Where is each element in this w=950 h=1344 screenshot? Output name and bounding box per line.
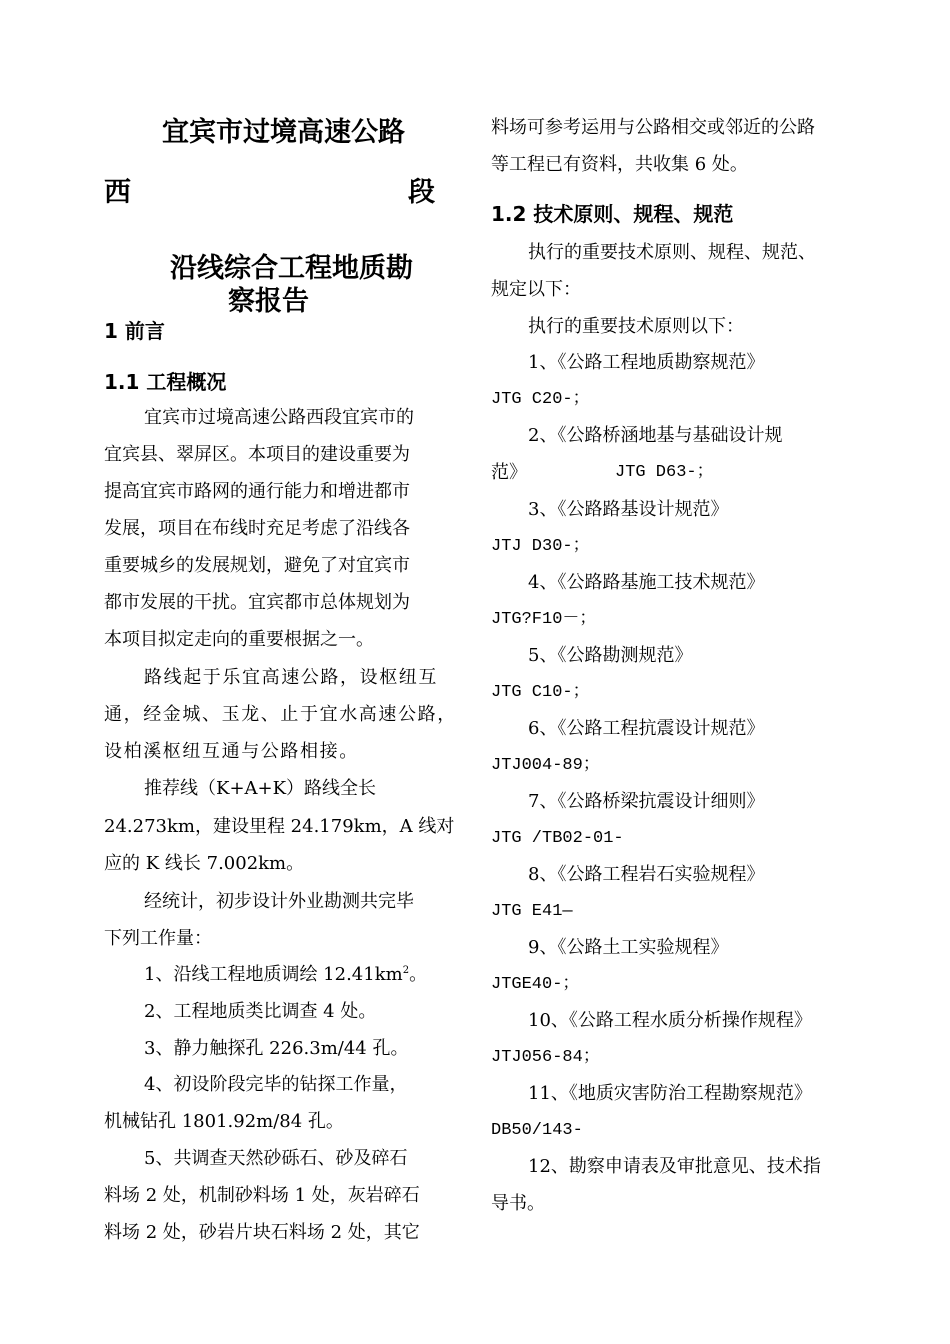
- standard-item-title: 4、《公路路基施工技术规范》: [528, 572, 765, 593]
- standard-item-code: DB50/143-: [491, 1121, 583, 1140]
- paragraph-line: 推荐线（K+A+K）路线全长: [144, 778, 377, 799]
- workload-item-1: [144, 963, 427, 987]
- workload-item-1-text: 1、沿线工程地质调绘 12.41km: [144, 964, 403, 985]
- standard-item-code: JTG C10-；: [491, 683, 590, 702]
- paragraph-line: 重要城乡的发展规划，避免了对宜宾市: [104, 555, 410, 576]
- workload-item-5-cont: 料场 2 处，砂岩片块石料场 2 处，其它: [104, 1222, 420, 1243]
- standard-item-title: 2、《公路桥涵地基与基础设计规: [528, 425, 783, 446]
- standard-item-code: JTGE40-；: [491, 975, 580, 994]
- paragraph-line: 发展，项目在布线时充足考虑了沿线各: [104, 518, 410, 539]
- doc-title-line1: 宜宾市过境高速公路: [162, 117, 405, 148]
- doc-title-line2-left: 西: [104, 177, 131, 208]
- doc-title-line4: 察报告: [228, 286, 309, 317]
- standard-item-code: JTJ D30-；: [491, 537, 590, 556]
- standard-item-title-cont: 导书。: [491, 1193, 545, 1214]
- workload-item-5: 5、共调查天然砂砾石、砂及碎石: [144, 1148, 408, 1169]
- workload-item-4: 4、初设阶段完毕的钻探工作量，: [144, 1074, 408, 1095]
- superscript: 2: [402, 965, 410, 976]
- standard-item-title: 6、《公路工程抗震设计规范》: [528, 718, 765, 739]
- heading-technical-standards: 1.2 技术原则、规程、规范: [491, 202, 734, 226]
- standard-item-code: JTG /TB02-01-: [491, 829, 624, 848]
- paragraph-line: 本项目拟定走向的重要根据之一。: [104, 629, 374, 650]
- paragraph-line: 下列工作量：: [104, 928, 212, 949]
- paragraph-line: 提高宜宾市路网的通行能力和增进都市: [104, 481, 410, 502]
- standard-item-code: JTG D63-；: [615, 463, 714, 482]
- doc-title-line3: 沿线综合工程地质勘: [170, 253, 413, 284]
- paragraph-line: 应的 K 线长 7.002km。: [104, 853, 305, 874]
- paragraph-line: 等工程已有资料，共收集 6 处。: [491, 154, 748, 175]
- workload-item-1-end: 。: [409, 964, 428, 985]
- standard-item-title-cont: 范》: [491, 462, 527, 483]
- standard-item-title: 9、《公路土工实验规程》: [528, 937, 729, 958]
- workload-item-4-cont: 机械钻孔 1801.92m/84 孔。: [104, 1111, 344, 1132]
- standard-item-code: JTJ004-89；: [491, 756, 600, 775]
- standard-item-code: JTG?F10－；: [491, 610, 597, 629]
- workload-item-3: 3、静力触探孔 226.3m/44 孔。: [144, 1038, 409, 1059]
- workload-item-2: 2、工程地质类比调查 4 处。: [144, 1001, 377, 1022]
- standard-item-code: JTJ056-84；: [491, 1048, 600, 1067]
- standard-item-title: 5、《公路勘测规范》: [528, 645, 693, 666]
- standard-item-title: 12、勘察申请表及审批意见、技术指: [528, 1156, 821, 1177]
- heading-project-overview: 1.1 工程概况: [104, 370, 227, 394]
- paragraph-line: 宜宾县、翠屏区。本项目的建设重要为: [104, 444, 410, 465]
- paragraph-line: 执行的重要技术原则以下：: [528, 316, 744, 337]
- standard-item-title: 3、《公路路基设计规范》: [528, 499, 729, 520]
- paragraph-line: 路线起于乐宜高速公路，设枢纽互: [144, 667, 438, 688]
- standard-item-title: 10、《公路工程水质分析操作规程》: [528, 1010, 812, 1031]
- standard-item-title: 7、《公路桥梁抗震设计细则》: [528, 791, 765, 812]
- paragraph-line: 经统计，初步设计外业勘测共完毕: [144, 891, 414, 912]
- paragraph-line: 宜宾市过境高速公路西段宜宾市的: [144, 407, 414, 428]
- workload-item-5-cont: 料场 2 处，机制砂料场 1 处，灰岩碎石: [104, 1185, 420, 1206]
- paragraph-line: 规定以下：: [491, 279, 581, 300]
- paragraph-line: 执行的重要技术原则、规程、规范、: [528, 242, 816, 263]
- paragraph-line: 设柏溪枢纽互通与公路相接。: [104, 741, 359, 762]
- paragraph-line: 料场可参考运用与公路相交或邻近的公路: [491, 117, 815, 138]
- standard-item-title: 1、《公路工程地质勘察规范》: [528, 352, 765, 373]
- paragraph-line: 通，经金城、玉龙、止于宜水高速公路，: [104, 704, 457, 725]
- standard-item-code: JTG C20-；: [491, 390, 590, 409]
- doc-title-line2-right: 段: [408, 177, 435, 208]
- paragraph-line: 24.273km，建设里程 24.179km，A 线对: [104, 816, 455, 837]
- heading-preface: 1 前言: [104, 319, 165, 343]
- standard-item-title: 11、《地质灾害防治工程勘察规范》: [528, 1083, 812, 1104]
- standard-item-code: JTG E41—: [491, 902, 573, 921]
- paragraph-line: 都市发展的干扰。宜宾都市总体规划为: [104, 592, 410, 613]
- standard-item-title: 8、《公路工程岩石实验规程》: [528, 864, 765, 885]
